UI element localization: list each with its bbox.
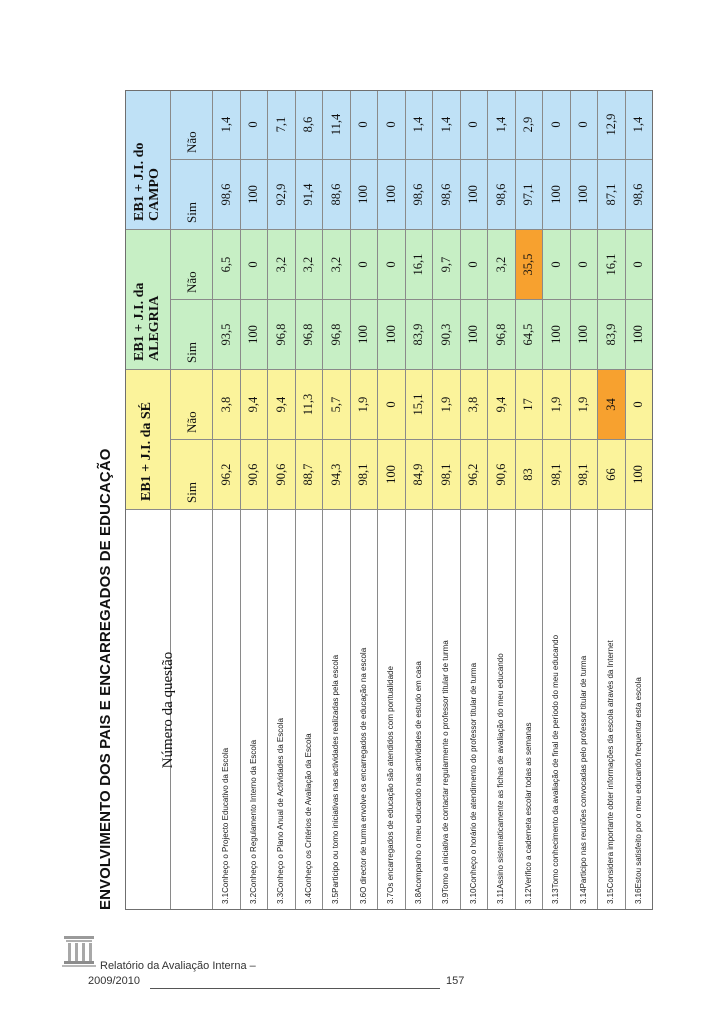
value-alegria-nao: 0	[543, 230, 570, 300]
value-alegria-sim: 90,3	[433, 300, 460, 370]
value-se-nao: 17	[516, 370, 543, 440]
value-se-sim: 84,9	[406, 440, 433, 510]
value-alegria-nao: 0	[351, 230, 378, 300]
table-row	[516, 90, 544, 910]
value-campo-sim: 98,6	[213, 160, 240, 230]
value-alegria-sim: 96,8	[268, 300, 295, 370]
group-header-alegria: EB1 + J.I. da ALEGRIA	[125, 230, 170, 370]
value-se-nao: 3,8	[461, 370, 488, 440]
value-campo-nao: 2,9	[516, 90, 543, 160]
table-row	[598, 90, 626, 910]
value-alegria-nao: 3,2	[488, 230, 515, 300]
value-campo-nao: 1,4	[213, 90, 240, 160]
sub-header-se-sim: Sim	[171, 440, 212, 510]
value-campo-nao: 0	[378, 90, 405, 160]
value-campo-nao: 0	[241, 90, 268, 160]
value-alegria-nao: 0	[241, 230, 268, 300]
value-se-nao: 0	[378, 370, 405, 440]
value-se-sim: 98,1	[571, 440, 598, 510]
question-text: 3.4Conheço os Critérios de Avaliação da Escola	[303, 733, 313, 904]
value-se-sim: 88,7	[296, 440, 323, 510]
value-alegria-sim: 100	[626, 300, 653, 370]
table-row	[488, 90, 516, 910]
value-campo-sim: 100	[241, 160, 268, 230]
question-text: 3.1Conheço o Projecto Educativo da Escola	[221, 747, 231, 904]
table-row	[461, 90, 489, 910]
footer-rule	[150, 988, 440, 989]
sub-header-alegria-nao: Não	[171, 230, 212, 300]
value-se-sim: 98,1	[543, 440, 570, 510]
value-campo-nao: 11,4	[323, 90, 350, 160]
value-alegria-sim: 100	[351, 300, 378, 370]
table-row	[241, 90, 269, 910]
question-text: 3.6O director de turma envolve os encarregados de educação na escola	[358, 647, 368, 904]
table-row	[213, 90, 241, 910]
value-se-nao: 15,1	[406, 370, 433, 440]
value-alegria-nao: 16,1	[406, 230, 433, 300]
value-campo-sim: 100	[378, 160, 405, 230]
value-campo-sim: 87,1	[598, 160, 625, 230]
value-alegria-nao: 3,2	[296, 230, 323, 300]
value-alegria-nao: 6,5	[213, 230, 240, 300]
value-alegria-nao: 0	[461, 230, 488, 300]
value-se-sim: 94,3	[323, 440, 350, 510]
value-se-sim: 90,6	[241, 440, 268, 510]
value-se-nao: 34	[598, 370, 625, 440]
value-se-sim: 96,2	[213, 440, 240, 510]
sub-header-campo-sim: Sim	[171, 160, 212, 230]
question-text: 3.12Verifico a caderneta escolar todas as semanas	[523, 722, 533, 904]
table-row	[406, 90, 434, 910]
value-se-nao: 1,9	[571, 370, 598, 440]
value-campo-sim: 98,6	[406, 160, 433, 230]
value-alegria-sim: 96,8	[296, 300, 323, 370]
value-campo-sim: 91,4	[296, 160, 323, 230]
question-text: 3.11Assino sistematicamente as fichas de avaliação do meu educando	[496, 653, 506, 904]
table-row	[378, 90, 406, 910]
sub-header-alegria-sim: Sim	[171, 300, 212, 370]
value-alegria-sim: 93,5	[213, 300, 240, 370]
value-alegria-nao: 0	[626, 230, 653, 300]
value-campo-nao: 0	[461, 90, 488, 160]
question-text: 3.16Estou satisfeito por o meu educando frequentar esta escola	[633, 677, 643, 904]
value-alegria-sim: 100	[241, 300, 268, 370]
value-campo-nao: 7,1	[268, 90, 295, 160]
value-se-sim: 66	[598, 440, 625, 510]
value-alegria-nao: 9,7	[433, 230, 460, 300]
value-alegria-sim: 83,9	[598, 300, 625, 370]
footer-year: 2009/2010	[88, 975, 140, 987]
value-alegria-sim: 83,9	[406, 300, 433, 370]
table-row	[323, 90, 351, 910]
table-sub-header-row	[160, 90, 213, 910]
value-campo-sim: 98,6	[433, 160, 460, 230]
value-campo-sim: 92,9	[268, 160, 295, 230]
value-alegria-sim: 96,8	[488, 300, 515, 370]
value-se-nao: 1,9	[433, 370, 460, 440]
value-se-nao: 5,7	[323, 370, 350, 440]
value-campo-nao: 8,6	[296, 90, 323, 160]
value-campo-nao: 1,4	[626, 90, 653, 160]
value-se-nao: 0	[626, 370, 653, 440]
value-campo-sim: 100	[351, 160, 378, 230]
value-se-sim: 98,1	[433, 440, 460, 510]
value-alegria-nao: 3,2	[268, 230, 295, 300]
table-row	[626, 90, 654, 910]
table-row	[268, 90, 296, 910]
value-se-sim: 90,6	[268, 440, 295, 510]
question-text: 3.13Tomo conhecimento da avaliação de final de período do meu educando	[551, 634, 561, 904]
question-text: 3.9Tomo a iniciativa de contactar regularmente o professor titular de turma	[441, 640, 451, 904]
question-text: 3.10Conheço o horário de atendimento do professor titular de turma	[468, 662, 478, 904]
value-campo-nao: 0	[351, 90, 378, 160]
value-alegria-nao: 35,5	[516, 230, 543, 300]
value-se-sim: 100	[378, 440, 405, 510]
question-text: 3.2Conheço o Regulamento Interno da Escola	[248, 739, 258, 904]
value-se-nao: 3,8	[213, 370, 240, 440]
value-campo-nao: 0	[571, 90, 598, 160]
value-campo-nao: 1,4	[488, 90, 515, 160]
question-text: 3.3Conheço o Plano Anual de Actividades da Escola	[276, 718, 286, 904]
question-text: 3.5Participo ou tomo iniciativas nas actividades realizadas pela escola	[331, 654, 341, 904]
value-se-sim: 83	[516, 440, 543, 510]
value-alegria-nao: 0	[571, 230, 598, 300]
sub-header-campo-nao: Não	[171, 90, 212, 160]
value-alegria-sim: 100	[378, 300, 405, 370]
question-number-header: Número da questão	[160, 651, 177, 769]
footer-report-title: Relatório da Avaliação Interna –	[100, 960, 256, 972]
value-se-nao: 11,3	[296, 370, 323, 440]
value-se-sim: 96,2	[461, 440, 488, 510]
sub-header-se-nao: Não	[171, 370, 212, 440]
value-campo-sim: 100	[571, 160, 598, 230]
page-number: 157	[446, 975, 465, 987]
question-text: 3.7Os encarregados de educação são atendidos com pontualidade	[386, 666, 396, 904]
value-alegria-sim: 100	[461, 300, 488, 370]
table-row	[571, 90, 599, 910]
question-text: 3.15Considera importante obter informações da escola através da Internet	[606, 640, 616, 904]
document-title: ENVOLVIMENTO DOS PAIS E ENCARREGADOS DE EDUCAÇÃO	[97, 448, 114, 910]
value-se-nao: 1,9	[351, 370, 378, 440]
rotated-page-content	[97, 90, 657, 910]
value-campo-nao: 0	[543, 90, 570, 160]
value-se-nao: 9,4	[488, 370, 515, 440]
value-alegria-nao: 3,2	[323, 230, 350, 300]
value-campo-sim: 100	[543, 160, 570, 230]
value-campo-nao: 1,4	[433, 90, 460, 160]
value-campo-sim: 97,1	[516, 160, 543, 230]
value-alegria-sim: 100	[571, 300, 598, 370]
question-text: 3.8Acompanho o meu educando nas actividades de estudo em casa	[413, 661, 423, 904]
table-row	[433, 90, 461, 910]
table-row	[543, 90, 571, 910]
table-row	[296, 90, 324, 910]
value-campo-sim: 98,6	[488, 160, 515, 230]
value-se-sim: 90,6	[488, 440, 515, 510]
survey-table	[125, 90, 653, 910]
page-footer	[60, 930, 480, 990]
value-se-sim: 100	[626, 440, 653, 510]
value-se-nao: 9,4	[268, 370, 295, 440]
group-header-campo: EB1 + J.I. do CAMPO	[125, 90, 170, 230]
value-se-sim: 98,1	[351, 440, 378, 510]
value-campo-sim: 100	[461, 160, 488, 230]
value-campo-nao: 12,9	[598, 90, 625, 160]
school-building-logo-icon	[60, 930, 104, 974]
value-se-nao: 9,4	[241, 370, 268, 440]
value-alegria-sim: 100	[543, 300, 570, 370]
value-se-nao: 1,9	[543, 370, 570, 440]
value-campo-nao: 1,4	[406, 90, 433, 160]
value-alegria-nao: 0	[378, 230, 405, 300]
value-campo-sim: 98,6	[626, 160, 653, 230]
question-text: 3.14Participo nas reuniões convocadas pelo professor titular de turma	[578, 655, 588, 904]
value-campo-sim: 88,6	[323, 160, 350, 230]
value-alegria-sim: 64,5	[516, 300, 543, 370]
value-alegria-sim: 96,8	[323, 300, 350, 370]
table-row	[351, 90, 379, 910]
value-alegria-nao: 16,1	[598, 230, 625, 300]
group-header-se: EB1 + J.I. da SÉ	[125, 370, 170, 510]
